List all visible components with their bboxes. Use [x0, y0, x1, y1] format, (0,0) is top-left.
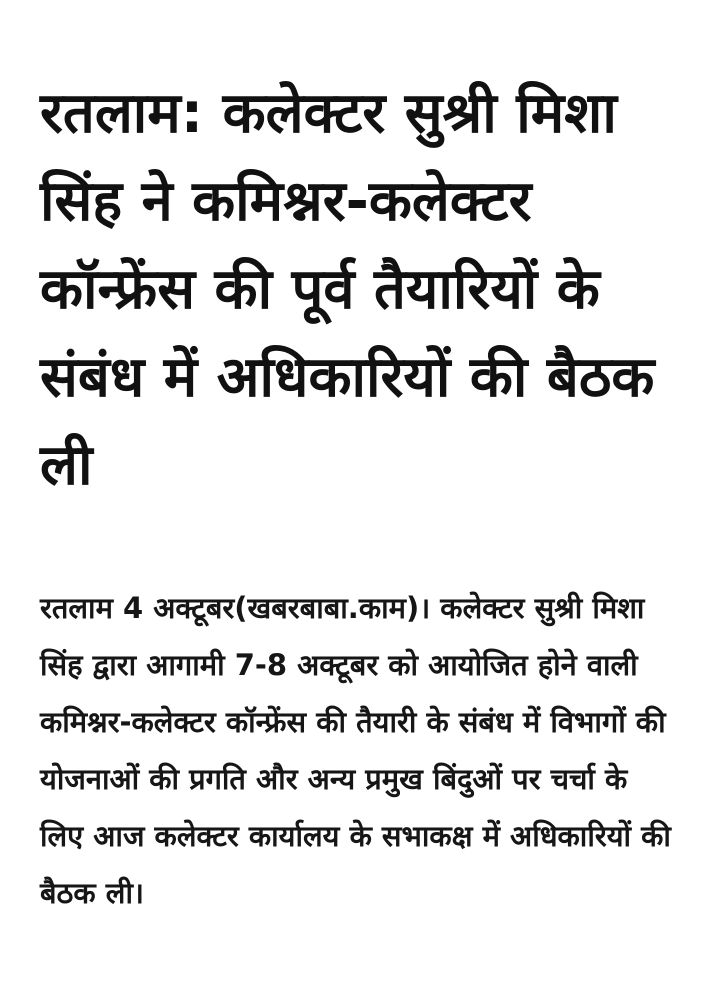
article-body: रतलाम 4 अक्टूबर(खबरबाबा.काम)। कलेक्टर सुश्री मिशा सिंह द्वारा आगामी 7-8 अक्टूबर को आयोजित होने वाली कमिश्नर-कलेक्टर कॉन्फ्रेंस की तैयारी के संबंध में विभागों की योजनाओं की प्रगति और अन्य प्रमुख बिंदुओं पर चर्चा के लिए आज कलेक्टर कार्यालय के सभाकक्ष में अधिकारियों की बैठक ली। — [40, 591, 671, 910]
article-headline: रतलाम: कलेक्टर सुश्री मिशा सिंह ने कमिश्नर-कलेक्टर कॉन्फ्रेंस की पूर्व तैयारियों के संबंध में अधिकारियों की बैठक ली — [40, 81, 655, 498]
